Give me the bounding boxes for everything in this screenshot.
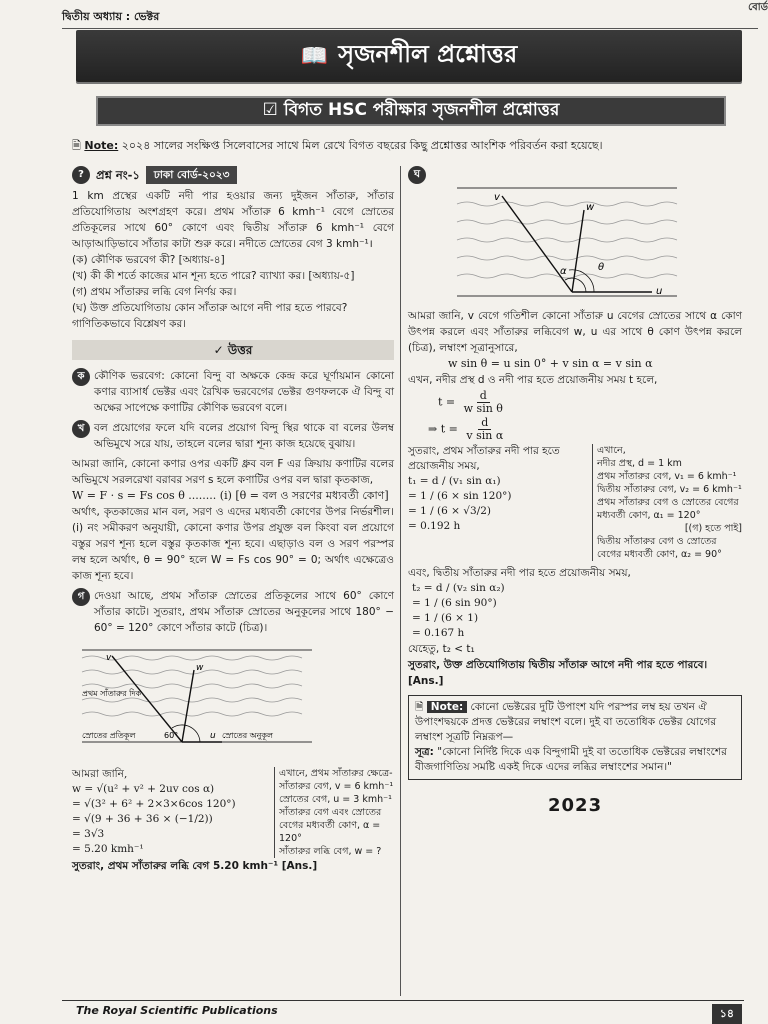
label-angle: 60° (164, 731, 179, 740)
calc-step: = 5.20 kmh⁻¹ (72, 843, 144, 855)
label-theta: θ (598, 262, 605, 273)
calc-step: t₂ = d / (v₂ sin α₂) (412, 582, 505, 594)
calc-step: = 1 / (6 sin 90°) (412, 597, 497, 609)
calc-step: আমরা জানি, (72, 768, 128, 780)
calc-step: = 1 / (6 × 1) (412, 612, 479, 624)
calc-step: = 0.192 h (408, 520, 461, 532)
gha-text-4: এবং, দ্বিতীয় সাঁতারুর নদী পার হতে প্রয়োজনীয় সময়, (408, 567, 631, 579)
given-line: নদীর প্রস্থ, d = 1 km (597, 458, 682, 469)
gha-equation-1: w sin θ = u sin 0° + v sin α = v sin α (448, 357, 653, 370)
given-line: সাঁতারুর বেগ এবং স্রোতের বেগের মধ্যবর্তী কোণ, α = 120° (279, 807, 382, 844)
answer-kha-text-1: বল প্রয়োগের ফলে যদি বলের প্রয়োগ বিন্দু স্থির থাকে বা বলের উলম্ব অভিমুখে সরে যায়, তাহলে বলের দ্বারা শূন্য কাজ হয়েছে বুঝায়। (94, 422, 394, 450)
answer-ga-text: দেওয়া আছে, প্রথম সাঁতারু স্রোতের প্রতিকূলের সাথে 60° কোণে সাঁতার কাটে। সুতরাং, প্রথম সাঁতারু স্রোতের অনুকূলের সাথে 180° − 60° = 120° কোণে সাঁতার কাটে (চিত্র)। (94, 590, 394, 634)
fraction-denominator: w sin θ (463, 402, 503, 415)
label-upstream: স্রোতের প্রতিকূল (82, 731, 136, 740)
given-line: দ্বিতীয় সাঁতারুর বেগ, v₂ = 6 kmh⁻¹ (597, 484, 742, 495)
fraction (461, 390, 506, 415)
given-line: দ্বিতীয় সাঁতারুর বেগ ও স্রোতের বেগের মধ্যবর্তী কোণ, α₂ = 90° (597, 536, 722, 560)
label-u: u (656, 286, 663, 297)
main-banner (76, 30, 742, 82)
fraction-denominator: v sin α (466, 429, 504, 442)
calc-step: = 3√3 (72, 828, 105, 840)
question-header (72, 166, 394, 184)
publisher-name: The Royal Scientific Publications (76, 1004, 278, 1017)
note-box-label: Note: (427, 701, 467, 713)
fraction-numerator: d (478, 417, 491, 430)
label-u: u (210, 731, 216, 741)
answer-kha-text-3: অর্থাৎ, কৃতকাজের মান বল, সরণ ও এদের মধ্যবর্তী কোণের উপর নির্ভরশীল। (i) নং সমীকরণ অনুযায়ী, কোনো কণার উপর প্রযুক্ত বল কিংবা বল প্রয়োগে বস্তুর সরণ শূন্য হলে বস্তুর কৃতকাজ শূন্য হবে। এছাড়াও বল ও সরণ পরস্পর লম্ব হলে অর্থাৎ, θ = 90° হলে W = Fs cos 90° = 0; অর্থাৎ এক্ষেত্রেও কাজ শূন্য হবে। (72, 506, 394, 582)
gha-time-formula (408, 390, 742, 415)
formula-lhs: t = (438, 395, 456, 409)
footer-rule (62, 1000, 744, 1001)
velocity-v-arrow (112, 656, 182, 742)
question-icon: ? (72, 166, 90, 184)
question-part-kha: (খ) কী কী শর্তে কাজের মান শূন্য হতে পারে? ব্যাখ্যা কর। [অধ্যায়-৫] (72, 270, 355, 282)
note-label: Note: (84, 139, 119, 152)
answer-ga (72, 588, 394, 636)
label-alpha: α (560, 266, 567, 277)
river-waves (457, 202, 677, 278)
resultant-w-arrow (182, 670, 194, 742)
fraction-numerator: d (477, 390, 490, 403)
answer-ka-badge: ক (72, 368, 90, 386)
answer-kha-badge: খ (72, 420, 90, 438)
work-formula: W = F · s = Fs cos θ ........ (i) [θ = বল ও সরণের মধ্যবর্তী কোণ] (72, 489, 389, 502)
label-v: v (494, 192, 500, 203)
book-icon: 📖 (300, 43, 329, 69)
calc-step: = 1 / (6 × sin 120°) (408, 490, 512, 502)
gha-result: সুতরাং, উক্ত প্রতিযোগিতায় দ্বিতীয় সাঁতারু আগে নদী পার হতে পারবে। [Ans.] (408, 659, 708, 687)
right-column (408, 166, 742, 780)
gha-calculation-2 (408, 581, 742, 641)
gha-text-2: এখন, নদীর প্রস্থ d ও নদী পার হতে প্রয়োজনীয় সময় t হলে, (408, 374, 658, 386)
answer-kha-text-2: আমরা জানি, কোনো কণার ওপর একটি ধ্রুব বল F এর ক্রিয়ায় কণাটির বলের অভিমুখে সরলরেখা বরাবর সরণ s হলে কণাটির ওপর বল দ্বারা কৃতকাজ, (72, 458, 394, 486)
answer-kha (72, 420, 394, 452)
given-line: স্রোতের বেগ, u = 3 kmh⁻¹ (279, 794, 392, 805)
label-v: v (106, 653, 112, 663)
header-rule (62, 28, 758, 29)
velocity-v-arrow (502, 196, 572, 292)
fraction (463, 417, 506, 442)
question-part-ka: (ক) কৌণিক ভরবেগ কী? [অধ্যায়-৪] (72, 254, 225, 266)
ga-result: সুতরাং, প্রথম সাঁতারুর লব্ধি বেগ 5.20 kmh⁻¹ [Ans.] (72, 860, 318, 872)
given-line: প্রথম সাঁতারুর বেগ, v₁ = 6 kmh⁻¹ (597, 471, 737, 482)
calc-step: = √(9 + 36 + 36 × (−1/2)) (72, 813, 213, 825)
left-column (72, 166, 394, 874)
year-stamp: 2023 (548, 795, 603, 816)
question-part-gha: (ঘ) উক্ত প্রতিযোগিতায় কোন সাঁতারু আগে নদী পার হতে পারবে? গাণিতিকভাবে বিশ্লেষণ কর। (72, 302, 348, 330)
answer-gha-badge: ঘ (408, 166, 426, 184)
answer-ga-badge: গ (72, 588, 90, 606)
gha-time-formula-2 (408, 417, 742, 442)
given-line: প্রথম সাঁতারুর বেগ ও স্রোতের বেগের মধ্যবর্তী কোণ, α₁ = 120° (597, 497, 739, 521)
calc-step: = 1 / (6 × √3/2) (408, 505, 491, 517)
swimmer-diagram-gha (452, 184, 682, 304)
note-box (408, 695, 742, 780)
gha-comparison: যেহেতু, t₂ < t₁ (408, 643, 475, 655)
corner-tab: বোর্ড (748, 2, 768, 13)
given-line: সাঁতারুর লব্ধি বেগ, w = ? (279, 846, 382, 857)
label-w: w (196, 663, 204, 673)
gha-calc-steps (408, 444, 588, 561)
ga-given-values (274, 767, 394, 858)
main-title: সৃজনশীল প্রশ্নোত্তর (338, 40, 518, 68)
column-divider (400, 166, 401, 996)
calc-step: t₁ = d / (v₁ sin α₁) (408, 475, 501, 487)
note-box-text-1: কোনো ভেক্টরের দুটি উপাংশ যদি পরস্পর লম্ব হয় তখন ঐ উপাংশদ্বয়কে প্রদত্ত ভেক্টরের লম্বাংশ বলে। দুই বা ততোধিক ভেক্টর যোগের লম্বাংশ সূত্রটি নিম্নরূপ— (415, 701, 717, 743)
gha-calculation-1 (408, 444, 742, 561)
formula-lhs: ⇒ t = (428, 422, 458, 436)
answer-ka-text: কৌণিক ভরবেগ: কোনো বিন্দু বা অক্ষকে কেন্দ্র করে ঘূর্ণায়মান কোনো কণার ব্যাসার্ধ ভেক্টর এবং রৈখিক ভরবেগের ভেক্টর গুণফলকে ঐ বিন্দু বা অক্ষের সাপেক্ষে কণাটির কৌণিক ভরবেগ বলে। (94, 370, 394, 414)
chapter-header: দ্বিতীয় অধ্যায় : ভেক্টর (62, 10, 160, 23)
calc-step: = 0.167 h (412, 627, 465, 639)
gha-text-1: আমরা জানি, v বেগে গতিশীল কোনো সাঁতারু u বেগের স্রোতের সাথে α কোণ উৎপন্ন করলে এবং সাঁতারুর লব্ধিবেগ w, u এর সাথে θ কোণ উৎপন্ন করলে (চিত্র), লম্বাংশ সূত্রানুসারে, (408, 310, 742, 354)
label-w: w (586, 202, 595, 213)
gha-text-3: সুতরাং, প্রথম সাঁতারুর নদী পার হতে প্রয়োজনীয় সময়, (408, 445, 560, 472)
page-number: ১৪ (712, 1004, 742, 1024)
given-line: এখানে, প্রথম সাঁতারুর ক্ষেত্রে- (279, 768, 393, 779)
calc-step: = √(3² + 6² + 2×3×6cos 120°) (72, 798, 236, 810)
rule-label: সূত্র: (415, 746, 434, 758)
note-line (72, 138, 742, 154)
answer-ka (72, 368, 394, 416)
board-tag: ঢাকা বোর্ড-২০২৩ (146, 166, 238, 184)
question-title: প্রশ্ন নং-১ (96, 168, 140, 182)
note-doc-icon: 🗎 (415, 701, 424, 713)
given-line: এখানে, (597, 445, 626, 456)
given-line: [(গ) হতে পাই] (684, 523, 742, 534)
label-downstream: স্রোতের অনুকূল (222, 731, 273, 740)
label-swimmer-dir: প্রথম সাঁতারুর দিক (82, 689, 142, 698)
gha-given-values (592, 444, 742, 561)
question-part-ga: (গ) প্রথম সাঁতারুর লব্ধি বেগ নির্ণয় কর। (72, 286, 237, 298)
swimmer-diagram-ga (72, 646, 322, 756)
alpha-arc (565, 278, 586, 292)
note-text: ২০২৪ সালের সংক্ষিপ্ত সিলেবাসের সাথে মিল রেখে বিগত বছরের কিছু প্রশ্নোত্তর আংশিক পরিবর্তন করা হয়েছে। (121, 139, 603, 152)
given-line: সাঁতারুর বেগ, v = 6 kmh⁻¹ (279, 781, 394, 792)
answer-heading: ✓ উত্তর (72, 340, 394, 360)
note-doc-icon: 🗎 (72, 139, 81, 152)
calc-step: w = √(u² + v² + 2uv cos α) (72, 783, 215, 795)
note-box-text-2: "কোনো নির্দিষ্ট দিকে এক বিন্দুগামী দুই বা ততোধিক ভেক্টরের লম্বাংশের বীজগাণিতিয় সমষ্টি একই দিকে এদের লব্ধির লম্বাংশের সমান।" (415, 746, 727, 773)
sub-banner: ☑ বিগত HSC পরীক্ষার সৃজনশীল প্রশ্নোত্তর (96, 96, 726, 126)
question-stem: 1 km প্রস্থের একটি নদী পার হওয়ার জন্য দুইজন সাঁতারু, সাঁতার প্রতিযোগিতায় অংশগ্রহণ করে। প্রথম সাঁতারু 6 kmh⁻¹ বেগে স্রোতের প্রতিকূলের সাথে 60° কোণে এবং দ্বিতীয় সাঁতারু 6 kmh⁻¹ বেগে আড়াআড়িভাবে সাঁতার কাটা শুরু করে। নদীতে স্রোতের বেগ 3 kmh⁻¹। (72, 190, 394, 250)
ga-calc-steps (72, 767, 270, 858)
ga-calculation (72, 767, 394, 858)
